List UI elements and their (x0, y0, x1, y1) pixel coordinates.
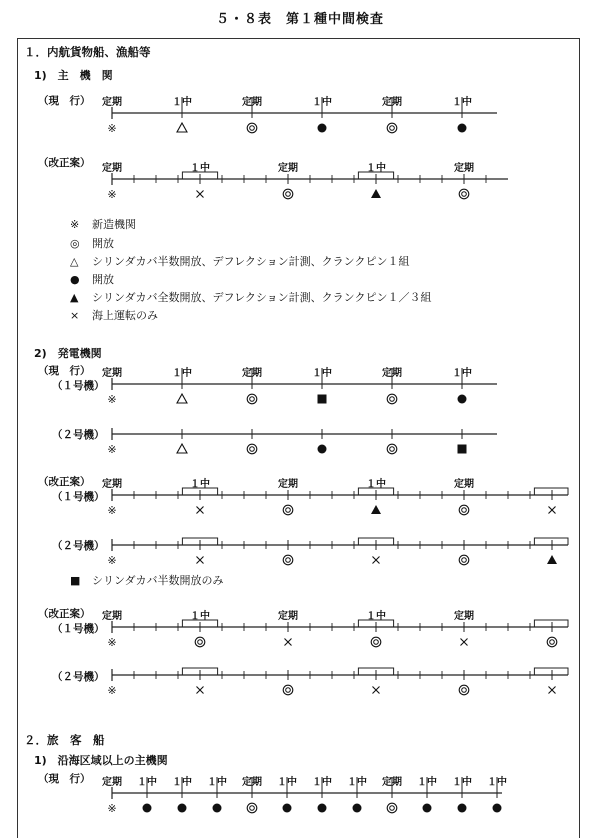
label-current-gen: （現 行） (38, 365, 91, 377)
timeline-label: １中 (277, 777, 297, 788)
label-unit2-revised-a: （２号機） (52, 540, 105, 552)
section1-sub2: 2) 発電機関 (34, 347, 102, 360)
double-circle-icon (195, 637, 205, 647)
double-circle-icon (387, 444, 397, 454)
double-circle-icon-inner (250, 126, 255, 131)
filled-circle-icon (178, 804, 187, 813)
filled-circle-icon (458, 395, 467, 404)
double-circle-icon (283, 555, 293, 565)
double-circle-icon-inner (462, 192, 467, 197)
timeline-label: １中 (366, 163, 386, 174)
filled-circle-icon (493, 804, 502, 813)
page-title: ５・８表 第１種中間検査 (215, 12, 384, 27)
double-circle-icon-inner (286, 558, 291, 563)
timeline-label: １中 (172, 368, 192, 379)
timeline-label: 定期 (278, 479, 298, 490)
double-circle-icon (283, 189, 293, 199)
filled-circle-icon (353, 804, 362, 813)
new-engine-icon: ※ (107, 802, 117, 815)
filled-circle-icon (458, 124, 467, 133)
double-circle-icon (459, 555, 469, 565)
new-engine-icon: ※ (107, 443, 117, 456)
timeline-label: １中 (366, 479, 386, 490)
timeline-label: 定期 (102, 777, 122, 788)
timeline-label: １中 (190, 479, 210, 490)
double-circle-icon (547, 637, 557, 647)
label-current-main: （現 行） (38, 95, 91, 107)
double-circle-icon-inner (550, 640, 555, 645)
double-circle-icon-inner (198, 640, 203, 645)
interval-box (534, 668, 568, 675)
timeline-label: 定期 (102, 97, 122, 108)
filled-circle-icon (318, 124, 327, 133)
double-circle-icon (387, 394, 397, 404)
legend-text: シリンダカバ全数開放、デフレクション計測、クランクピン１／３組 (92, 291, 432, 304)
timeline-label: 定期 (102, 479, 122, 490)
triangle-icon (177, 394, 187, 403)
filled-circle-icon (458, 804, 467, 813)
double-circle-icon (247, 444, 257, 454)
timeline-label: 定期 (278, 163, 298, 174)
timeline-label: 定期 (382, 777, 402, 788)
new-engine-icon: ※ (107, 122, 117, 135)
timeline-label: １中 (452, 368, 472, 379)
label-revised-gen-a: （改正案） (38, 476, 91, 488)
label-unit1-current: （１号機） (52, 380, 105, 392)
timeline-label: １中 (366, 611, 386, 622)
label-unit1-revised-b: （１号機） (52, 623, 105, 635)
double-circle-icon-inner (390, 806, 395, 811)
timeline-label: 定期 (382, 97, 402, 108)
timeline-label: 定期 (242, 368, 262, 379)
legend-symbol: △ (70, 255, 79, 268)
timeline-label: 定期 (454, 163, 474, 174)
filled-circle-icon (423, 804, 432, 813)
double-circle-icon (247, 803, 257, 813)
timeline-label: １中 (137, 777, 157, 788)
label-revised-main: （改正案） (38, 157, 91, 169)
double-circle-icon-inner (462, 508, 467, 513)
legend-text: 開放 (92, 237, 114, 250)
new-engine-icon: ※ (107, 188, 117, 201)
timeline-label: 定期 (242, 97, 262, 108)
double-circle-icon (459, 189, 469, 199)
section2-heading: ２．旅 客 船 (24, 733, 105, 747)
interval-box (534, 488, 568, 495)
double-circle-icon (387, 803, 397, 813)
legend-symbol: ◎ (70, 237, 80, 250)
timeline-label: １中 (452, 777, 472, 788)
triangle-icon (177, 444, 187, 453)
timeline-label: １中 (452, 97, 472, 108)
legend-text: 海上運転のみ (92, 309, 158, 322)
new-engine-icon: ※ (107, 684, 117, 697)
interval-box (534, 538, 568, 545)
legend-text: 新造機関 (92, 218, 136, 231)
timeline-label: 定期 (242, 777, 262, 788)
double-circle-icon (283, 685, 293, 695)
filled-circle-icon (283, 804, 292, 813)
double-circle-icon-inner (250, 397, 255, 402)
timeline-label: １中 (312, 777, 332, 788)
filled-circle-icon (213, 804, 222, 813)
double-circle-icon (371, 637, 381, 647)
timeline-label: 定期 (102, 163, 122, 174)
filled-circle-icon (318, 804, 327, 813)
legend-symbol: ※ (70, 218, 80, 231)
double-circle-icon (459, 505, 469, 515)
timeline-label: １中 (312, 368, 332, 379)
double-circle-icon-inner (390, 397, 395, 402)
filled-triangle-icon (371, 189, 381, 198)
double-circle-icon-inner (250, 806, 255, 811)
double-circle-icon (283, 505, 293, 515)
legend-symbol: ▲ (70, 291, 79, 304)
label-current-passenger: （現 行） (38, 773, 91, 785)
double-circle-icon-inner (390, 126, 395, 131)
filled-triangle-icon (371, 505, 381, 514)
timeline-label: 定期 (454, 611, 474, 622)
filled-triangle-icon (547, 555, 557, 564)
double-circle-icon-inner (374, 640, 379, 645)
legend-symbol: × (70, 309, 80, 322)
timeline-label: １中 (190, 611, 210, 622)
double-circle-icon-inner (286, 688, 291, 693)
double-circle-icon (247, 394, 257, 404)
section1-heading: １．内航貨物船、漁船等 (24, 45, 151, 59)
section2-sub1: 1) 沿海区域以上の主機関 (34, 754, 168, 767)
filled-square-icon (318, 395, 327, 404)
timeline-label: 定期 (102, 611, 122, 622)
triangle-icon (177, 123, 187, 132)
timeline-label: １中 (172, 777, 192, 788)
double-circle-icon-inner (286, 508, 291, 513)
double-circle-icon-inner (462, 688, 467, 693)
section1-sub1: 1) 主 機 関 (34, 69, 113, 82)
filled-circle-icon (318, 445, 327, 454)
double-circle-icon-inner (390, 447, 395, 452)
label-revised-gen-b: （改正案） (38, 608, 91, 620)
timeline-label: 定期 (382, 368, 402, 379)
timeline-label: １中 (312, 97, 332, 108)
interval-box (534, 620, 568, 627)
double-circle-icon (247, 123, 257, 133)
legend-text-square: シリンダカバ半数開放のみ (92, 574, 224, 587)
new-engine-icon: ※ (107, 504, 117, 517)
double-circle-icon (387, 123, 397, 133)
double-circle-icon-inner (250, 447, 255, 452)
filled-circle-icon (143, 804, 152, 813)
timeline-label: １中 (172, 97, 192, 108)
timeline-label: １中 (417, 777, 437, 788)
legend-text: シリンダカバ半数開放、デフレクション計測、クランクピン１組 (92, 255, 410, 268)
new-engine-icon: ※ (107, 554, 117, 567)
timeline-label: １中 (347, 777, 367, 788)
double-circle-icon (459, 685, 469, 695)
timeline-label: １中 (487, 777, 507, 788)
new-engine-icon: ※ (107, 393, 117, 406)
double-circle-icon-inner (462, 558, 467, 563)
label-unit1-revised-a: （１号機） (52, 491, 105, 503)
double-circle-icon-inner (286, 192, 291, 197)
legend-symbol-square: ■ (70, 574, 81, 587)
new-engine-icon: ※ (107, 636, 117, 649)
legend-symbol: ● (70, 273, 80, 286)
timeline-label: 定期 (102, 368, 122, 379)
timeline-label: １中 (207, 777, 227, 788)
label-unit2-current: （２号機） (52, 429, 105, 441)
legend-text: 開放 (92, 273, 114, 286)
timeline-label: 定期 (278, 611, 298, 622)
timeline-label: 定期 (454, 479, 474, 490)
filled-square-icon (458, 445, 467, 454)
label-unit2-revised-b: （２号機） (52, 671, 105, 683)
timeline-label: １中 (190, 163, 210, 174)
